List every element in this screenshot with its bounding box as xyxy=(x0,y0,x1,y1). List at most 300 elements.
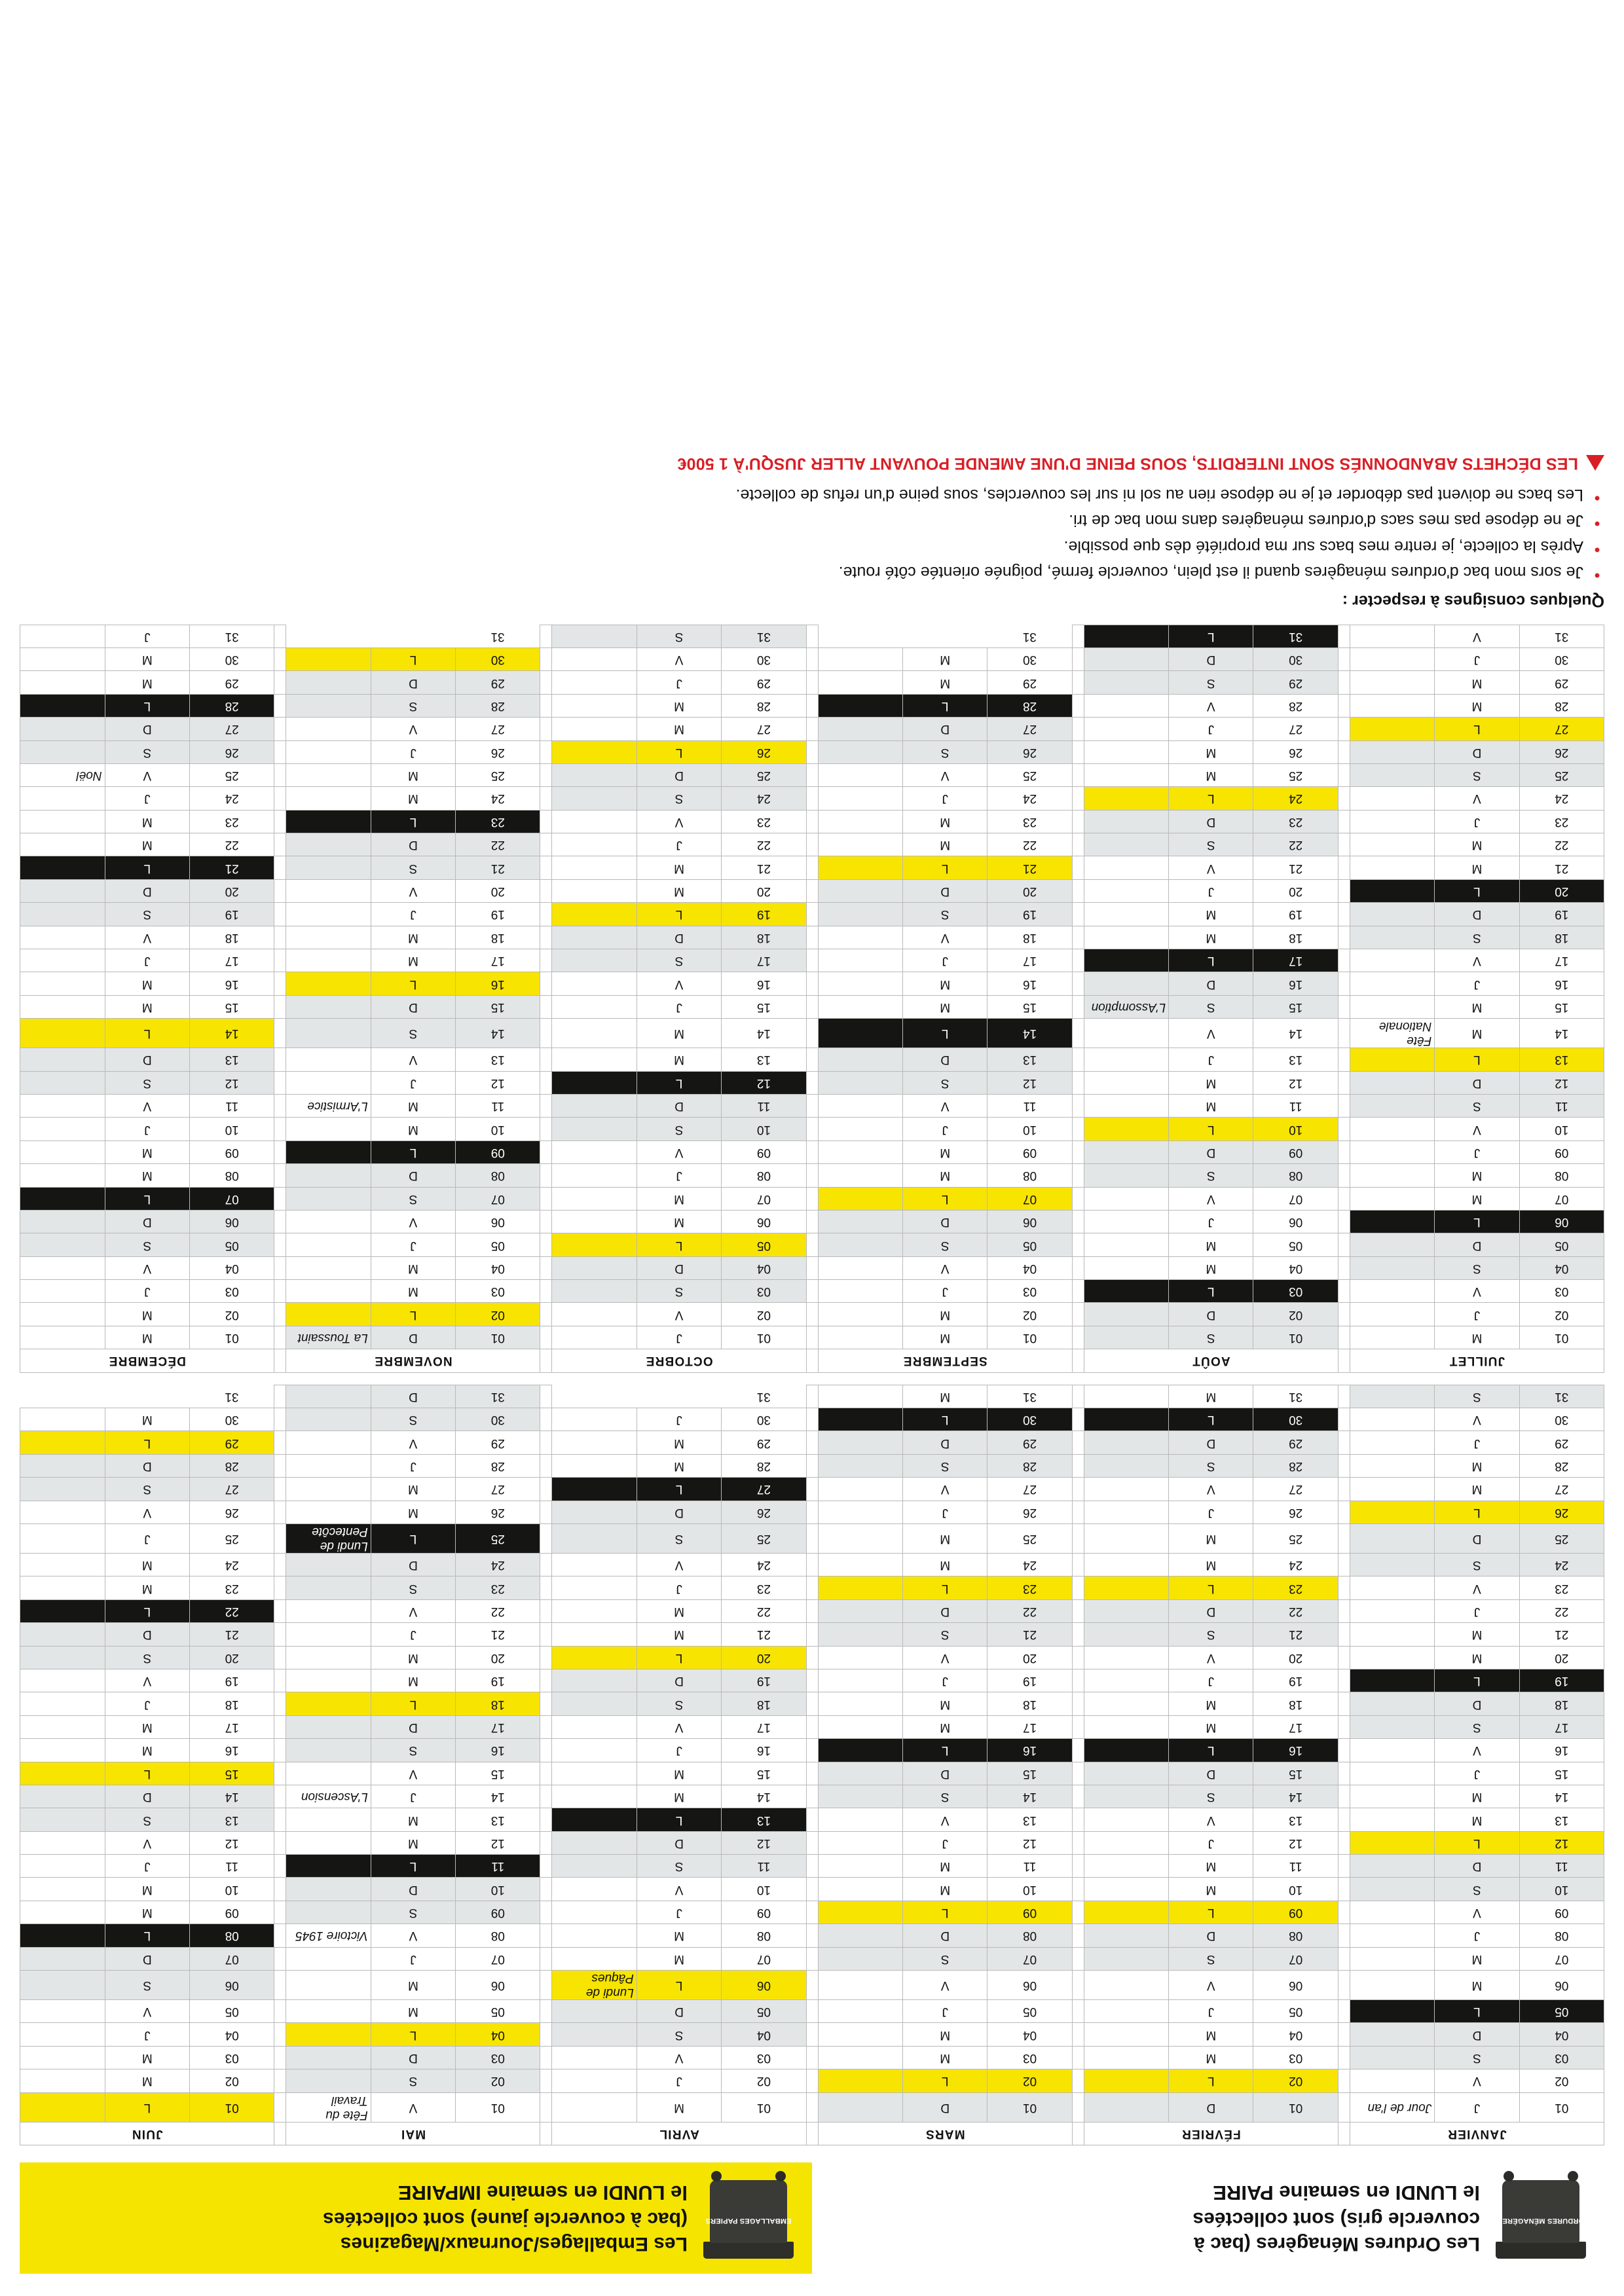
day-of-week: D xyxy=(371,1385,455,1408)
day-note xyxy=(1084,1071,1168,1094)
bullet-icon: • xyxy=(1594,488,1600,507)
day-number: 10 xyxy=(1253,1118,1338,1140)
day-number: 29 xyxy=(1519,671,1604,694)
day-of-week: D xyxy=(903,1048,987,1071)
column-spacer xyxy=(274,1947,286,1970)
day-of-week: M xyxy=(637,1762,721,1785)
day-number: 04 xyxy=(1253,1256,1338,1279)
day-of-week: M xyxy=(1169,763,1253,786)
day-number: 13 xyxy=(190,1808,274,1831)
day-number: 29 xyxy=(190,1431,274,1454)
day-number: 21 xyxy=(1519,856,1604,879)
day-number: 03 xyxy=(987,2046,1072,2069)
column-spacer xyxy=(540,903,552,926)
column-spacer xyxy=(1072,787,1084,810)
day-note xyxy=(286,1599,371,1622)
day-of-week: L xyxy=(903,1901,987,1923)
day-number: 16 xyxy=(1253,1739,1338,1762)
day-of-week: J xyxy=(903,1669,987,1692)
day-of-week: L xyxy=(1169,1576,1253,1599)
day-of-week: V xyxy=(637,2046,721,2069)
calendar-row xyxy=(20,1554,1604,1576)
column-spacer xyxy=(806,787,818,810)
day-note xyxy=(818,787,902,810)
day-number: 10 xyxy=(1519,1878,1604,1901)
day-number: 04 xyxy=(1253,2023,1338,2046)
day-note xyxy=(552,1524,637,1554)
day-number: 12 xyxy=(987,1831,1072,1854)
day-of-week: L xyxy=(1435,1048,1519,1071)
day-number: 07 xyxy=(1519,1947,1604,1970)
day-number: 09 xyxy=(987,1901,1072,1923)
day-number: 06 xyxy=(1253,1971,1338,2000)
day-note xyxy=(20,1599,105,1622)
column-spacer xyxy=(1072,1878,1084,1901)
column-spacer xyxy=(274,1692,286,1715)
day-note xyxy=(20,1408,105,1431)
day-note xyxy=(286,2023,371,2046)
day-of-week: S xyxy=(371,2069,455,2092)
day-note xyxy=(20,1454,105,1477)
day-of-week: D xyxy=(1169,1924,1253,1947)
day-note xyxy=(818,903,902,926)
day-note xyxy=(1084,1454,1168,1477)
column-spacer xyxy=(540,1094,552,1117)
day-of-week: D xyxy=(1435,1233,1519,1256)
day-note xyxy=(20,1808,105,1831)
day-note xyxy=(286,810,371,833)
day-of-week: S xyxy=(637,1280,721,1303)
day-of-week: V xyxy=(903,1256,987,1279)
column-spacer xyxy=(806,1187,818,1210)
day-number: 07 xyxy=(987,1947,1072,1970)
day-number: 07 xyxy=(987,1187,1072,1210)
day-note xyxy=(552,1762,637,1785)
day-note xyxy=(1350,625,1434,647)
day-note xyxy=(1084,1785,1168,1808)
day-note xyxy=(1084,740,1168,763)
day-note xyxy=(818,949,902,972)
day-number: 01 xyxy=(987,1326,1072,1349)
day-number: 04 xyxy=(190,2023,274,2046)
column-spacer xyxy=(274,1901,286,1923)
day-number: 23 xyxy=(190,1576,274,1599)
day-number: 10 xyxy=(456,1878,540,1901)
day-of-week: D xyxy=(105,1210,189,1233)
day-note xyxy=(818,1187,902,1210)
column-spacer xyxy=(1338,1233,1350,1256)
column-spacer xyxy=(806,856,818,879)
column-spacer xyxy=(1072,2069,1084,2092)
day-note xyxy=(1084,763,1168,786)
day-note xyxy=(818,1576,902,1599)
day-number: 18 xyxy=(1253,926,1338,949)
day-note xyxy=(552,856,637,879)
day-of-week: M xyxy=(1169,1855,1253,1878)
day-of-week: M xyxy=(903,1524,987,1554)
column-spacer xyxy=(806,625,818,647)
day-of-week: J xyxy=(903,1118,987,1140)
day-number: 08 xyxy=(456,1164,540,1187)
day-of-week: V xyxy=(371,1599,455,1622)
day-number: 11 xyxy=(1519,1855,1604,1878)
month-title: JUILLET xyxy=(1350,1349,1604,1372)
day-note xyxy=(1350,1524,1434,1554)
day-of-week: M xyxy=(1435,1947,1519,1970)
column-spacer xyxy=(1338,1349,1350,1372)
day-note xyxy=(1350,856,1434,879)
day-number: 25 xyxy=(1253,1524,1338,1554)
day-note xyxy=(286,995,371,1018)
day-of-week: M xyxy=(637,856,721,879)
day-of-week: J xyxy=(105,1524,189,1554)
day-of-week: D xyxy=(1435,903,1519,926)
day-of-week: M xyxy=(1169,2046,1253,2069)
day-number: 08 xyxy=(1253,1164,1338,1187)
day-of-week: M xyxy=(371,1808,455,1831)
column-spacer xyxy=(1072,1326,1084,1349)
day-note xyxy=(1084,2069,1168,2092)
day-note xyxy=(552,1576,637,1599)
calendar-row xyxy=(20,1808,1604,1831)
day-of-week: M xyxy=(1435,856,1519,879)
day-number: 18 xyxy=(190,1692,274,1715)
day-number: 08 xyxy=(1519,1164,1604,1187)
day-of-week: J xyxy=(1435,1924,1519,1947)
day-of-week: V xyxy=(1435,1739,1519,1762)
day-number: 24 xyxy=(987,1554,1072,1576)
day-number: 25 xyxy=(722,763,806,786)
day-of-week: J xyxy=(903,787,987,810)
day-number: 03 xyxy=(190,2046,274,2069)
column-spacer xyxy=(274,1554,286,1576)
calendar-row xyxy=(20,1326,1604,1349)
column-spacer xyxy=(1072,1762,1084,1785)
day-of-week: L xyxy=(637,1971,721,2000)
day-of-week: M xyxy=(1169,1715,1253,1738)
column-spacer xyxy=(1072,2122,1084,2145)
day-number: 21 xyxy=(722,1623,806,1646)
day-number: 16 xyxy=(1519,1739,1604,1762)
day-of-week: D xyxy=(637,1831,721,1854)
day-number: 14 xyxy=(722,1019,806,1048)
column-spacer xyxy=(274,740,286,763)
calendar-row xyxy=(20,740,1604,763)
day-number: 19 xyxy=(1519,1669,1604,1692)
column-spacer xyxy=(806,1947,818,1970)
day-number: 12 xyxy=(722,1071,806,1094)
day-number: 24 xyxy=(722,1554,806,1576)
calendar-row xyxy=(20,1280,1604,1303)
column-spacer xyxy=(1072,2046,1084,2069)
day-note xyxy=(286,1454,371,1477)
day-of-week: V xyxy=(371,1924,455,1947)
column-spacer xyxy=(806,879,818,902)
day-note xyxy=(1350,1831,1434,1854)
column-spacer xyxy=(540,1554,552,1576)
day-note xyxy=(1350,1280,1434,1303)
day-of-week: D xyxy=(903,1431,987,1454)
day-note xyxy=(552,1878,637,1901)
column-spacer xyxy=(806,1164,818,1187)
day-note xyxy=(552,1071,637,1094)
day-number: 04 xyxy=(1519,1256,1604,1279)
column-spacer xyxy=(274,1256,286,1279)
day-of-week: M xyxy=(903,972,987,995)
day-note xyxy=(818,1408,902,1431)
day-number: 15 xyxy=(987,995,1072,1018)
column-spacer xyxy=(274,1210,286,1233)
day-note xyxy=(818,1692,902,1715)
day-number: 05 xyxy=(987,2000,1072,2023)
day-of-week: L xyxy=(903,1019,987,1048)
day-of-week: L xyxy=(1169,2069,1253,2092)
day-of-week: M xyxy=(371,1256,455,1279)
day-note xyxy=(1084,1762,1168,1785)
day-note xyxy=(1350,1303,1434,1326)
day-note xyxy=(286,1210,371,1233)
day-number: 23 xyxy=(722,1576,806,1599)
calendar-row xyxy=(20,810,1604,833)
day-of-week: S xyxy=(1435,1385,1519,1408)
calendar-row xyxy=(20,2069,1604,2092)
day-of-week: J xyxy=(637,1576,721,1599)
consigne-text: Je ne dépose pas mes sacs d'ordures ménagères dans mon bac de tri. xyxy=(1069,511,1583,530)
day-of-week: V xyxy=(637,810,721,833)
column-spacer xyxy=(1072,1431,1084,1454)
calendar-row xyxy=(20,2092,1604,2122)
legend-emballages-text xyxy=(323,2180,688,2256)
day-note xyxy=(552,1048,637,1071)
day-note xyxy=(818,1785,902,1808)
day-note: Fête du Travail xyxy=(286,2092,371,2122)
day-number: 09 xyxy=(190,1901,274,1923)
day-note xyxy=(20,694,105,717)
day-note xyxy=(818,1646,902,1669)
day-of-week: M xyxy=(1169,740,1253,763)
day-note xyxy=(1350,763,1434,786)
column-spacer xyxy=(1338,1924,1350,1947)
day-of-week: L xyxy=(637,1646,721,1669)
legend-emballages-line1: Les Emballages/Journaux/Magazines xyxy=(340,2233,688,2255)
day-number: 20 xyxy=(722,879,806,902)
calendar-row xyxy=(20,1385,1604,1408)
day-number: 06 xyxy=(722,1971,806,2000)
day-note xyxy=(1350,833,1434,856)
day-of-week: M xyxy=(637,1431,721,1454)
day-number: 08 xyxy=(1519,1924,1604,1947)
column-spacer xyxy=(274,1326,286,1349)
column-spacer xyxy=(540,1233,552,1256)
day-of-week: J xyxy=(637,671,721,694)
column-spacer xyxy=(806,903,818,926)
day-number: 02 xyxy=(722,1303,806,1326)
day-of-week: M xyxy=(371,1501,455,1523)
day-number: 19 xyxy=(1253,1669,1338,1692)
day-note xyxy=(818,926,902,949)
day-number: 08 xyxy=(456,1924,540,1947)
day-number: 18 xyxy=(987,1692,1072,1715)
day-note xyxy=(552,2046,637,2069)
day-number: 16 xyxy=(1519,972,1604,995)
day-number: 20 xyxy=(190,1646,274,1669)
column-spacer xyxy=(1338,2000,1350,2023)
column-spacer xyxy=(1338,1524,1350,1554)
column-spacer xyxy=(274,1454,286,1477)
calendar-row xyxy=(20,1303,1604,1326)
day-of-week: L xyxy=(903,1739,987,1762)
day-of-week: M xyxy=(637,1623,721,1646)
day-of-week: S xyxy=(1169,1454,1253,1477)
day-note xyxy=(552,1901,637,1923)
day-of-week: S xyxy=(1169,995,1253,1018)
column-spacer xyxy=(1072,1947,1084,1970)
day-note xyxy=(818,1118,902,1140)
day-number: 12 xyxy=(1253,1071,1338,1094)
day-note xyxy=(286,1256,371,1279)
day-of-week: V xyxy=(105,2000,189,2023)
day-of-week: M xyxy=(1435,1326,1519,1349)
column-spacer xyxy=(1338,1303,1350,1326)
day-of-week: D xyxy=(1169,972,1253,995)
day-note xyxy=(1350,1233,1434,1256)
day-note xyxy=(1084,1256,1168,1279)
day-of-week: M xyxy=(105,671,189,694)
day-note xyxy=(818,833,902,856)
day-number: 28 xyxy=(1253,694,1338,717)
column-spacer xyxy=(1338,903,1350,926)
day-note xyxy=(20,1623,105,1646)
day-of-week: J xyxy=(1435,1140,1519,1163)
column-spacer xyxy=(1072,1855,1084,1878)
day-number: 27 xyxy=(1253,1478,1338,1501)
day-of-week: L xyxy=(903,856,987,879)
calendar-row xyxy=(20,903,1604,926)
day-number: 31 xyxy=(1253,625,1338,647)
day-of-week: D xyxy=(105,718,189,740)
day-note xyxy=(552,1187,637,1210)
day-of-week: D xyxy=(371,1164,455,1187)
column-spacer xyxy=(540,1280,552,1303)
day-of-week: L xyxy=(105,1187,189,1210)
column-spacer xyxy=(1072,740,1084,763)
day-note xyxy=(286,856,371,879)
day-note xyxy=(818,1140,902,1163)
day-note xyxy=(1084,949,1168,972)
column-spacer xyxy=(1072,1019,1084,1048)
column-spacer xyxy=(540,1187,552,1210)
day-number: 13 xyxy=(987,1048,1072,1071)
day-of-week: J xyxy=(637,833,721,856)
day-note xyxy=(1350,1715,1434,1738)
day-note xyxy=(552,647,637,670)
day-number: 08 xyxy=(190,1164,274,1187)
day-of-week: M xyxy=(1435,1785,1519,1808)
column-spacer xyxy=(540,1808,552,1831)
day-number: 03 xyxy=(1253,2046,1338,2069)
day-note xyxy=(552,2069,637,2092)
column-spacer xyxy=(806,995,818,1018)
day-note: Victoire 1945 xyxy=(286,1924,371,1947)
day-number: 05 xyxy=(722,1233,806,1256)
day-number: 21 xyxy=(456,856,540,879)
day-of-week: L xyxy=(903,694,987,717)
day-note xyxy=(1350,2046,1434,2069)
day-of-week: M xyxy=(371,1094,455,1117)
day-number: 28 xyxy=(456,1454,540,1477)
calendar-row xyxy=(20,1431,1604,1454)
day-of-week: M xyxy=(903,647,987,670)
column-spacer xyxy=(540,1349,552,1372)
day-note xyxy=(20,1878,105,1901)
day-of-week: J xyxy=(903,2000,987,2023)
day-number: 25 xyxy=(987,1524,1072,1554)
day-of-week: M xyxy=(105,1164,189,1187)
day-note xyxy=(1350,1599,1434,1622)
day-number: 24 xyxy=(1519,787,1604,810)
calendar-row xyxy=(20,1187,1604,1210)
day-number: 11 xyxy=(1253,1855,1338,1878)
day-of-week: L xyxy=(105,2092,189,2122)
day-note xyxy=(286,694,371,717)
day-number: 17 xyxy=(987,949,1072,972)
day-note xyxy=(20,2023,105,2046)
day-note xyxy=(1350,740,1434,763)
day-number: 24 xyxy=(1253,1554,1338,1576)
day-of-week: M xyxy=(903,2023,987,2046)
column-spacer xyxy=(274,1831,286,1854)
column-spacer xyxy=(1338,1739,1350,1762)
column-spacer xyxy=(540,810,552,833)
day-note xyxy=(1350,647,1434,670)
day-of-week: L xyxy=(637,1478,721,1501)
day-of-week: V xyxy=(637,1715,721,1738)
column-spacer xyxy=(806,1646,818,1669)
legend-ordures-line2: couvercle gris) sont collectées xyxy=(1192,2208,1480,2230)
day-number: 07 xyxy=(456,1947,540,1970)
day-note xyxy=(1084,1924,1168,1947)
day-note xyxy=(818,2046,902,2069)
column-spacer xyxy=(540,1303,552,1326)
day-of-week: D xyxy=(1435,2023,1519,2046)
day-note xyxy=(1084,1140,1168,1163)
day-note xyxy=(1350,1094,1434,1117)
column-spacer xyxy=(1338,1971,1350,2000)
day-note xyxy=(1084,1878,1168,1901)
day-of-week: L xyxy=(1435,1501,1519,1523)
day-number: 29 xyxy=(987,671,1072,694)
day-number: 10 xyxy=(987,1118,1072,1140)
day-number: 28 xyxy=(190,694,274,717)
calendar-row xyxy=(20,647,1604,670)
day-of-week: S xyxy=(1435,1094,1519,1117)
day-note xyxy=(1350,949,1434,972)
column-spacer xyxy=(274,1646,286,1669)
day-of-week: S xyxy=(903,1623,987,1646)
day-number: 27 xyxy=(190,718,274,740)
day-of-week: J xyxy=(1435,972,1519,995)
calendar-semester-1 xyxy=(20,1385,1604,2145)
day-note: Lundi de Pentecôte xyxy=(286,1524,371,1554)
calendar-row xyxy=(20,1831,1604,1854)
day-number: 14 xyxy=(190,1785,274,1808)
day-of-week: D xyxy=(637,2000,721,2023)
day-of-week: D xyxy=(637,1094,721,1117)
day-note xyxy=(1084,833,1168,856)
day-note xyxy=(20,879,105,902)
day-of-week: L xyxy=(1435,879,1519,902)
day-of-week: D xyxy=(1435,1524,1519,1554)
